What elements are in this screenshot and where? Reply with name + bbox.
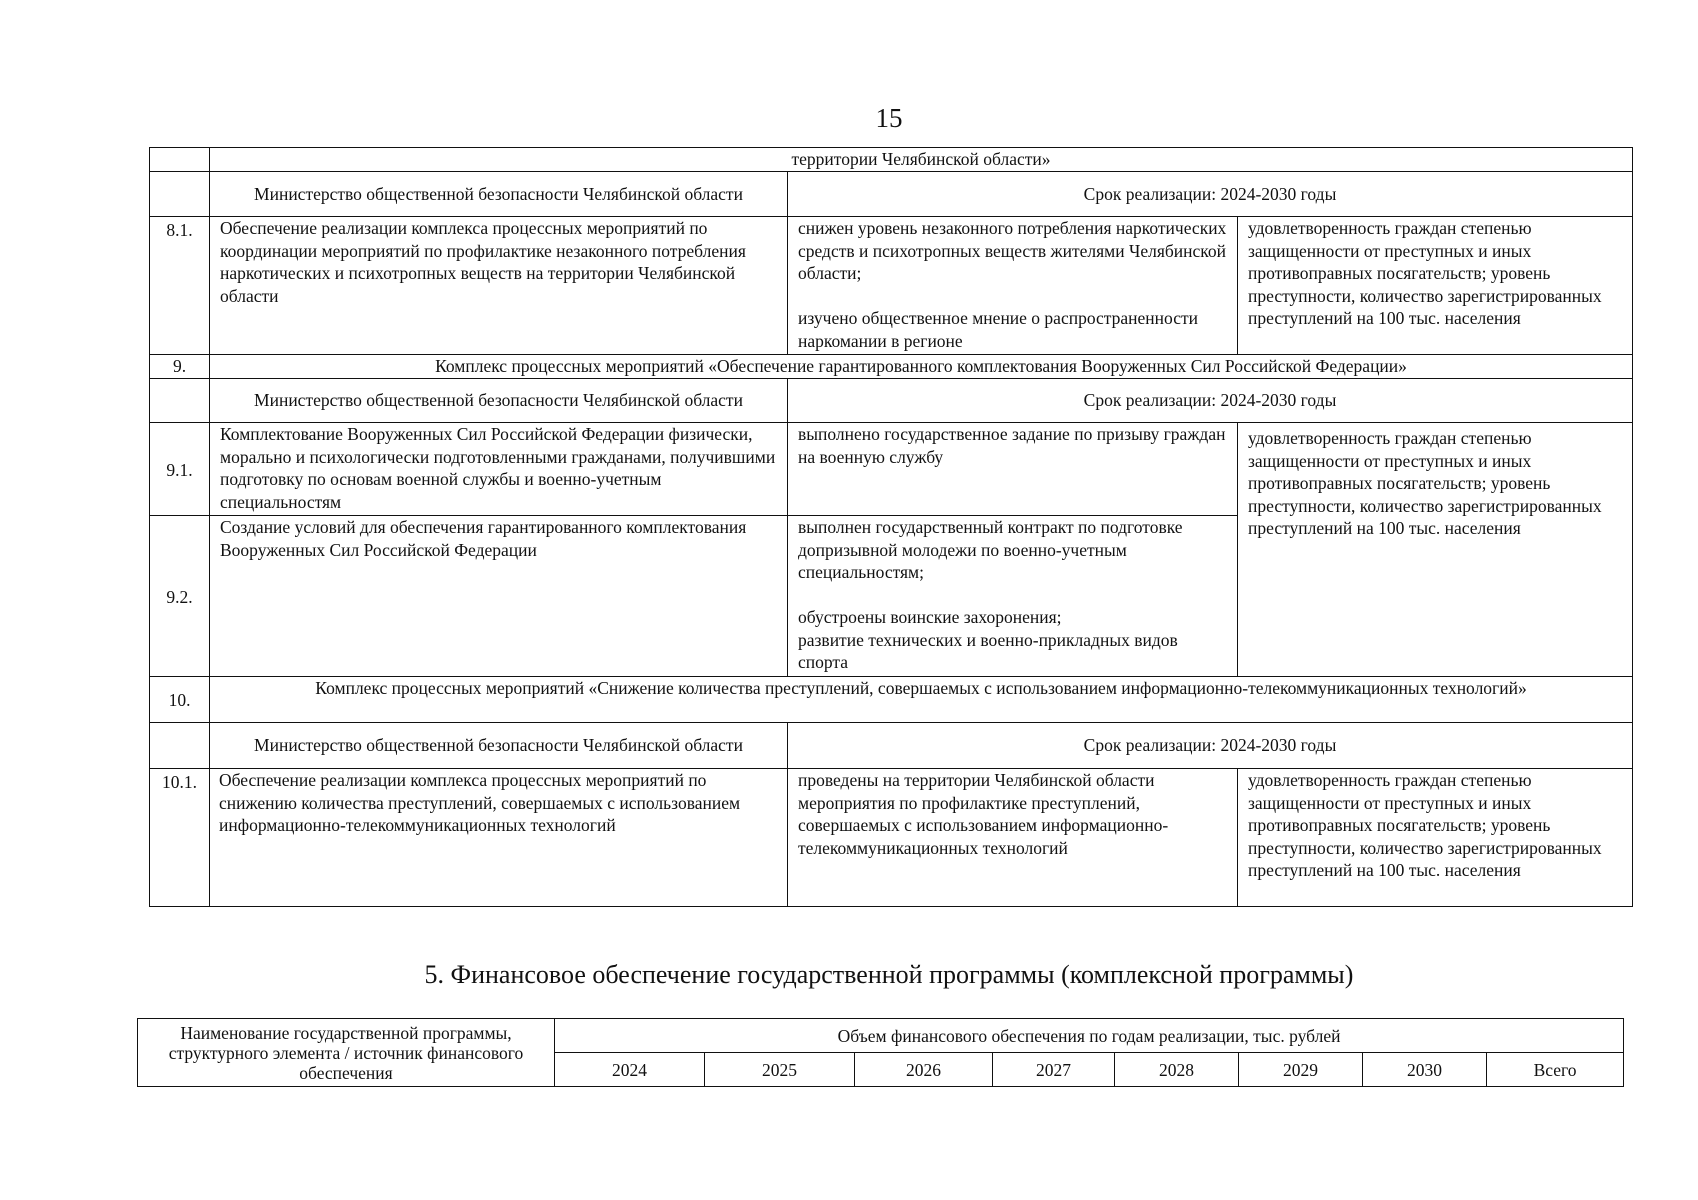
period-label: Срок реализации: 2024-2030 годы (788, 723, 1633, 769)
page-number: 15 (875, 103, 903, 133)
effect-cell (788, 516, 1238, 677)
num-cell-empty (150, 379, 210, 423)
row-number: 9.1. (150, 423, 210, 516)
task-cell: Комплектование Вооруженных Сил Российской Федерации физически, морально и психологически подготовленными гражданами, получившими подготовку по основам военной службы и военно-учетным специальностям (210, 423, 788, 516)
table-row (150, 217, 1633, 355)
row-number: 9.2. (150, 516, 210, 677)
table-row (150, 423, 1633, 516)
effect-cell: выполнено государственное задание по призыву граждан на военную службу (788, 423, 1238, 516)
indicator-cell: удовлетворенность граждан степенью защищенности от преступных и иных противоправных посягательств; уровень преступности, количество зарегистрированных преступлений на 100 тыс. населения (1238, 423, 1633, 677)
period-label: Срок реализации: 2024-2030 годы (788, 172, 1633, 217)
year-header: 2029 (1239, 1053, 1363, 1087)
table-row (150, 769, 1633, 907)
volume-header: Объем финансового обеспечения по годам реализации, тыс. рублей (555, 1019, 1624, 1053)
row-number: 9. (150, 355, 210, 379)
indicator-cell: удовлетворенность граждан степенью защищенности от преступных и иных противоправных посягательств; уровень преступности, количество зарегистрированных преступлений на 100 тыс. населения (1238, 769, 1633, 907)
effect-text: выполнен государственный контракт по подготовке допризывной молодежи по военно-учетным специальностям; (798, 517, 1183, 582)
responsible-row (150, 172, 1633, 217)
finance-table (137, 1018, 1624, 1087)
table-row (150, 148, 1633, 172)
period-label: Срок реализации: 2024-2030 годы (788, 379, 1633, 423)
responsible-row (150, 723, 1633, 769)
year-header: 2024 (555, 1053, 705, 1087)
section-title: 5. Финансовое обеспечение государственной программы (комплексной программы) (424, 960, 1354, 989)
total-header: Всего (1487, 1053, 1624, 1087)
num-cell-empty (150, 723, 210, 769)
task-cell: Создание условий для обеспечения гарантированного комплектования Вооруженных Сил Российской Федерации (210, 516, 788, 677)
task-cell: Обеспечение реализации комплекса процессных мероприятий по координации мероприятий по профилактике незаконного потребления наркотических и психотропных веществ на территории Челябинской области (210, 217, 788, 355)
responsible-row (150, 379, 1633, 423)
indicator-cell: удовлетворенность граждан степенью защищенности от преступных и иных противоправных посягательств; уровень преступности, количество зарегистрированных преступлений на 100 тыс. населения (1238, 217, 1633, 355)
effect-cell (788, 217, 1238, 355)
section-heading: Комплекс процессных мероприятий «Снижение количества преступлений, совершаемых с использованием информационно-телекоммуникационных технологий» (210, 677, 1633, 723)
continuation-text: территории Челябинской области» (210, 148, 1633, 172)
effect-text: изучено общественное мнение о распространенности наркомании в регионе (798, 308, 1198, 351)
year-header: 2027 (993, 1053, 1115, 1087)
effect-cell: проведены на территории Челябинской области мероприятия по профилактике преступлений, совершаемых с использованием информационно-телекоммуникационных технологий (788, 769, 1238, 907)
effect-text: обустроены воинские захоронения; (798, 607, 1062, 627)
year-header: 2026 (855, 1053, 993, 1087)
finance-header-row (138, 1019, 1624, 1053)
row-number: 8.1. (150, 217, 210, 355)
effect-text: развитие технических и военно-прикладных видов спорта (798, 629, 1178, 672)
year-header: 2025 (705, 1053, 855, 1087)
section-heading: Комплекс процессных мероприятий «Обеспечение гарантированного комплектования Вооруженных Сил Российской Федерации» (210, 355, 1633, 379)
year-header: 2030 (1363, 1053, 1487, 1087)
num-cell-empty (150, 148, 210, 172)
responsible-label: Министерство общественной безопасности Челябинской области (210, 723, 788, 769)
task-cell: Обеспечение реализации комплекса процессных мероприятий по снижению количества преступлений, совершаемых с использованием информационно-телекоммуникационных технологий (210, 769, 788, 907)
section-heading-row (150, 355, 1633, 379)
name-header: Наименование государственной программы, структурного элемента / источник финансового обеспечения (138, 1019, 555, 1087)
row-number: 10.1. (150, 769, 210, 907)
responsible-label: Министерство общественной безопасности Челябинской области (210, 172, 788, 217)
responsible-label: Министерство общественной безопасности Челябинской области (210, 379, 788, 423)
activities-table (149, 147, 1633, 907)
effect-text: снижен уровень незаконного потребления наркотических средств и психотропных веществ жителями Челябинской области; (798, 218, 1227, 283)
row-number: 10. (150, 677, 210, 723)
section-heading-row (150, 677, 1633, 723)
num-cell-empty (150, 172, 210, 217)
year-header: 2028 (1115, 1053, 1239, 1087)
